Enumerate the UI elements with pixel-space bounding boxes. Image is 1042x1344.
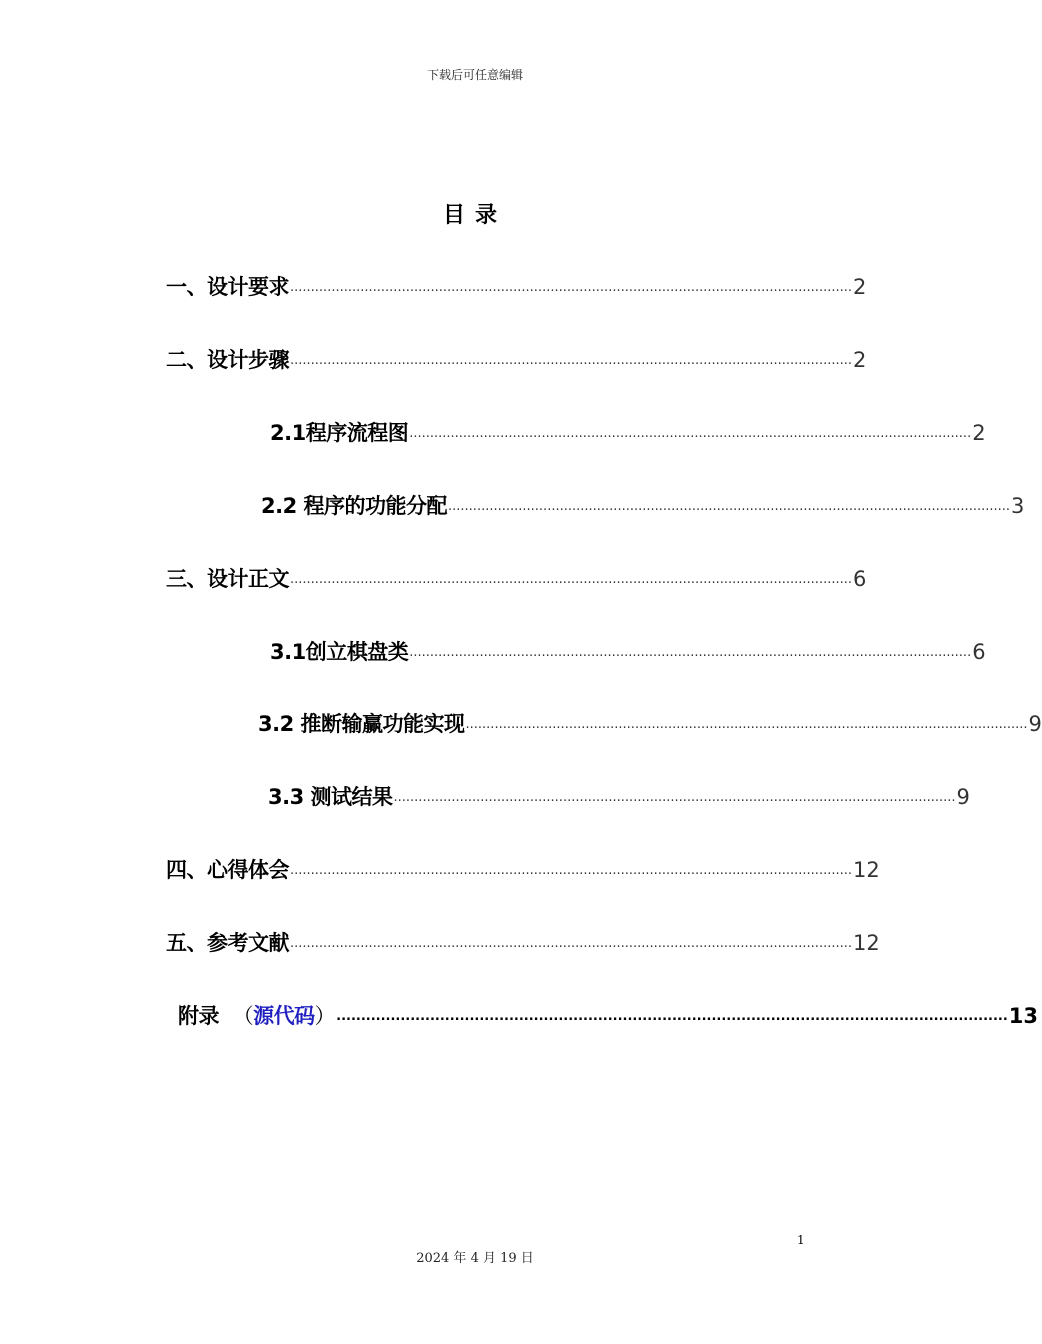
source-code-link[interactable]: 源代码 [253,1004,315,1028]
appendix-label: 附录 [178,1004,219,1028]
toc-entry-page: 6 [972,640,986,664]
toc-entry-label [178,1001,335,1031]
toc-leader-dots: ........................................................................................................................................ [409,426,972,441]
toc-entry[interactable] [166,345,867,375]
paren-close: ） [314,1004,336,1028]
toc-leader-dots: ........................................................................................................................................ [290,280,852,295]
toc-entry[interactable] [258,709,1042,739]
toc-leader-dots: ........................................................................................................................................ [290,863,852,878]
page-number: 1 [797,1233,805,1247]
toc-entry-appendix[interactable] [178,1001,1038,1031]
header-note: 下载后可任意编辑 [426,68,523,82]
toc-leader-dots: ........................................................................................................................................ [290,936,852,951]
toc-entry[interactable] [166,855,880,885]
paren-open: （ [232,1004,254,1028]
toc-leader-dots: ........................................................................................................................................ [290,353,852,368]
toc-entry[interactable] [270,637,986,667]
toc-entry-label: 3.3 测试结果 [268,785,393,809]
toc-entry-label: 三、设计正文 [166,567,289,591]
toc-entry-page: 2 [853,275,867,299]
toc-entry-label: 一、设计要求 [166,275,289,299]
toc-entry-label: 四、心得体会 [166,858,289,882]
toc-entry-page: 3 [1011,494,1025,518]
toc-entry-label: 2.2 程序的功能分配 [261,494,448,518]
toc-entry[interactable] [166,272,867,302]
toc-entry-page: 6 [853,567,867,591]
toc-entry-page: 12 [853,858,880,882]
toc-entry-label: 2.1程序流程图 [270,421,409,445]
toc-entry[interactable] [270,418,986,448]
toc-leader-dots: ........................................................................................................................................ [290,572,852,587]
toc-entry[interactable] [166,564,867,594]
footer-date: 2024 年 4 月 19 日 [416,1251,534,1266]
toc-leader-dots: ........................................................................................................................................ [448,499,1011,514]
page-title: 目录 [442,203,507,228]
toc-entry-page: 9 [956,785,970,809]
toc-entry[interactable] [268,782,970,812]
toc-entry-label: 3.1创立棋盘类 [270,640,409,664]
toc-entry-page: 13 [1008,1004,1038,1028]
toc-leader-dots: ........................................................................................................................................ [465,717,1028,732]
toc-leader-dots: ........................................................................................................................................ [336,1009,1008,1024]
toc-entry[interactable] [166,928,880,958]
toc-entry-page: 12 [853,931,880,955]
toc-entry-label: 五、参考文献 [166,931,289,955]
toc-entry-page: 2 [853,348,867,372]
toc-entry[interactable] [261,491,1025,521]
toc-leader-dots: ........................................................................................................................................ [393,790,956,805]
toc-leader-dots: ........................................................................................................................................ [409,645,972,660]
toc-entry-label: 二、设计步骤 [166,348,289,372]
toc-entry-label: 3.2 推断输赢功能实现 [258,712,465,736]
toc-entry-page: 9 [1028,712,1042,736]
toc-entry-page: 2 [972,421,986,445]
